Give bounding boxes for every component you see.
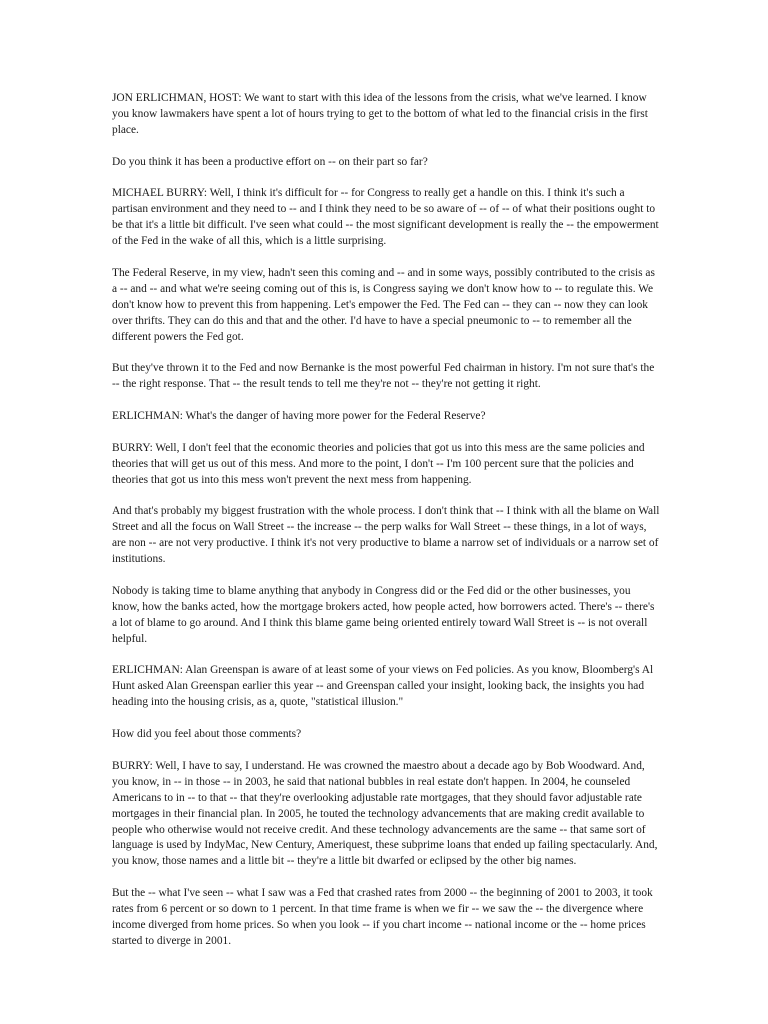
paragraph-host-intro: JON ERLICHMAN, HOST: We want to start with this idea of the lessons from the crisis, what we've learned. I know you know lawmakers have spent a lot of hours trying to get to the bottom of what led to the financial crisis in the first place. (112, 92, 648, 136)
transcript-body (112, 91, 660, 966)
paragraph-maestro: BURRY: Well, I have to say, I understand. He was crowned the maestro about a decade ago by Bob Woodward. And, you know, in -- in those -- in 2003, he said that national bubbles in real estate don't happen. In 2004, he counseled Americans to in -- to that -- that they're overlooking adjustable rate mortgages, that they should favor adjustable rate mortgages in their financial plan. In 2005, he touted the technology advancements that are making credit available to people who otherwise would not receive credit. And these technology advancements are the same -- that same sort of language is used by IndyMac, New Century, Ameriquest, these subprime loans that ended up failing spectacularly. And, you know, those names and a little bit -- they're a little bit dwarfed or eclipsed by the other big names. (112, 759, 658, 868)
paragraph-frustration: And that's probably my biggest frustration with the whole process. I don't think that -- I think with all the blame on Wall Street and all the focus on Wall Street -- the increase -- the perp walks for Wall Street -- these things, in a lot of ways, are non -- are not very productive. I think it's not very productive to blame a narrow set of individuals or a narrow set of institutions. (112, 505, 660, 566)
paragraph-rates: But the -- what I've seen -- what I saw was a Fed that crashed rates from 2000 -- the beginning of 2001 to 2003, it took rates from 6 percent or so down to 1 percent. In that time frame is when we fir -- we saw the -- the divergence where income diverged from home prices. So when you look -- if you chart income -- national income or the -- home prices started to diverge in 2001. (112, 887, 653, 947)
paragraph-greenspan-question: ERLICHMAN: Alan Greenspan is aware of at least some of your views on Fed policies. As you know, Bloomberg's Al Hunt asked Alan Greenspan earlier this year -- and Greenspan called your insight, looking back, the insights you had heading into the housing crisis, as a, quote, "statistical illusion." (112, 664, 654, 709)
paragraph-burry-answer: MICHAEL BURRY: Well, I think it's difficult for -- for Congress to really get a handle on this. I think it's such a partisan environment and they need to -- and I think they need to be so aware of -- of -- of what their positions ought to be that it's a little bit difficult. I've seen what could -- the most significant development is really the -- the empowerment of the Fed in the wake of all this, which is a little surprising. (112, 187, 659, 248)
paragraph-erlichman-question: ERLICHMAN: What's the danger of having more power for the Federal Reserve? (112, 410, 486, 423)
paragraph-bernanke: But they've thrown it to the Fed and now Bernanke is the most powerful Fed chairman in history. I'm not sure that's the -- the right response. That -- the result tends to tell me they're not -- they're not getting it right. (112, 362, 655, 391)
paragraph-question: Do you think it has been a productive effort on -- on their part so far? (112, 155, 428, 168)
paragraph-federal-reserve: The Federal Reserve, in my view, hadn't seen this coming and -- and in some ways, possibly contributed to the crisis as a -- and -- and what we're seeing coming out of this is, is Congress saying we don't know how to -- to regulate this. We don't know how to prevent this from happening. Let's empower the Fed. The Fed can -- they can -- now they can look over thrifts. They can do this and that and the other. I'd have to have a special pneumonic to -- to remember all the different powers the Fed got. (112, 266, 655, 343)
paragraph-feel-question: How did you feel about those comments? (112, 728, 302, 741)
paragraph-blame: Nobody is taking time to blame anything that anybody in Congress did or the Fed did or the other businesses, you know, how the banks acted, how the mortgage brokers acted, how people acted, how borrowers acted. There's -- there's a lot of blame to go around. And I think this blame game being oriented entirely toward Wall Street is -- is not overall helpful. (112, 584, 655, 645)
paragraph-burry-theories: BURRY: Well, I don't feel that the economic theories and policies that got us into this mess are the same policies and theories that will get us out of this mess. And more to the point, I don't -- I'm 100 percent sure that the policies and theories that got us into this mess won't prevent the next mess from happening. (112, 441, 645, 486)
